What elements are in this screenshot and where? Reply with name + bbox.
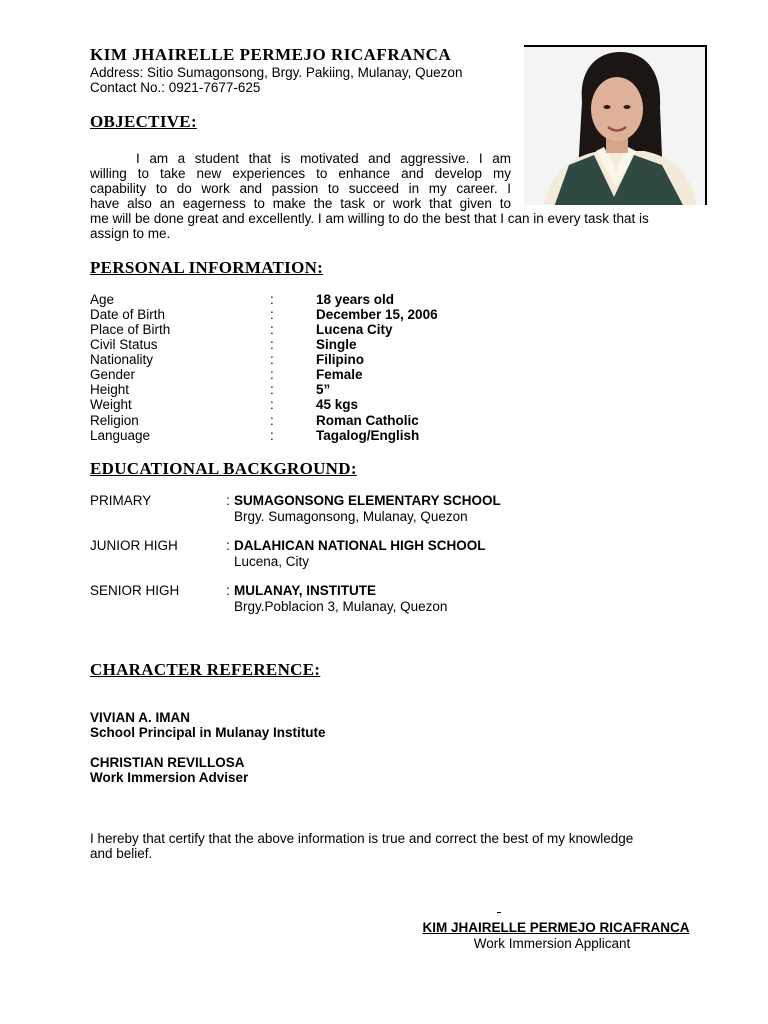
info-row-gender: [90, 367, 590, 382]
info-row-date-of-birth: [90, 307, 590, 322]
info-colon: :: [270, 428, 274, 443]
info-label: Date of Birth: [90, 307, 166, 322]
school-name: SUMAGONSONG ELEMENTARY SCHOOL: [234, 493, 501, 508]
signature-mark: [497, 912, 501, 913]
contact-line: Contact No.: 0921-7677-625: [90, 80, 261, 95]
info-row-weight: [90, 397, 590, 412]
info-colon: :: [270, 322, 274, 337]
objective-paragraph: [90, 151, 716, 241]
info-colon: :: [270, 307, 274, 322]
education-colon: :: [226, 538, 230, 553]
info-row-nationality: [90, 352, 590, 367]
school-address: Brgy.Poblacion 3, Mulanay, Quezon: [234, 599, 448, 614]
info-label: Place of Birth: [90, 322, 171, 337]
info-colon: :: [270, 413, 274, 428]
character-reference-heading: CHARACTER REFERENCE:: [90, 660, 321, 679]
education-level: PRIMARY: [90, 493, 152, 508]
info-colon: :: [270, 337, 274, 352]
certification-statement: [90, 831, 716, 861]
info-row-age: [90, 292, 590, 307]
info-value: Roman Catholic: [316, 413, 419, 428]
objective-line: capability to do work and passion to succeed in my career. I: [90, 181, 511, 196]
info-label: Weight: [90, 397, 132, 412]
objective-line: have also an eagerness to make the task or work that given to: [90, 196, 511, 211]
info-row-language: [90, 428, 590, 443]
info-value: Single: [316, 337, 357, 352]
info-row-civil-status: [90, 337, 590, 352]
education-colon: :: [226, 583, 230, 598]
info-value: December 15, 2006: [316, 307, 438, 322]
school-name: MULANAY, INSTITUTE: [234, 583, 377, 598]
info-value: Tagalog/English: [316, 428, 420, 443]
reference-name: CHRISTIAN REVILLOSA: [90, 755, 245, 770]
info-label: Gender: [90, 367, 136, 382]
school-address: Brgy. Sumagonsong, Mulanay, Quezon: [234, 509, 468, 524]
info-value: 5”: [316, 382, 331, 397]
info-colon: :: [270, 367, 274, 382]
signature-role: Work Immersion Applicant: [473, 936, 631, 951]
reference-name: VIVIAN A. IMAN: [90, 710, 191, 725]
school-address: Lucena, City: [234, 554, 310, 569]
personal-info-heading: PERSONAL INFORMATION:: [90, 258, 324, 277]
reference-title: School Principal in Mulanay Institute: [90, 725, 326, 740]
education-level: JUNIOR HIGH: [90, 538, 178, 553]
certification-line: I hereby that certify that the above information is true and correct the best of my knowledge: [90, 831, 634, 846]
info-colon: :: [270, 397, 274, 412]
objective-line: me will be done great and excellently. I am willing to do the best that I can in every task that is: [90, 211, 649, 226]
info-colon: :: [270, 382, 274, 397]
info-label: Nationality: [90, 352, 154, 367]
info-label: Language: [90, 428, 151, 443]
school-name: DALAHICAN NATIONAL HIGH SCHOOL: [234, 538, 486, 553]
education-colon: :: [226, 493, 230, 508]
education-level: SENIOR HIGH: [90, 583, 180, 598]
info-label: Age: [90, 292, 115, 307]
applicant-name: KIM JHAIRELLE PERMEJO RICAFRANCA: [90, 45, 452, 64]
info-label: Religion: [90, 413, 139, 428]
info-colon: :: [270, 352, 274, 367]
reference-title: Work Immersion Adviser: [90, 770, 249, 785]
info-colon: :: [270, 292, 274, 307]
info-row-height: [90, 382, 590, 397]
signature-name: KIM JHAIRELLE PERMEJO RICAFRANCA: [422, 920, 690, 935]
objective-line: I am a student that is motivated and aggressive. I am: [136, 151, 511, 166]
objective-line: assign to me.: [90, 226, 171, 241]
info-row-religion: [90, 413, 590, 428]
certification-line: and belief.: [90, 846, 153, 861]
info-value: 45 kgs: [316, 397, 359, 412]
info-value: Filipino: [316, 352, 364, 367]
info-label: Height: [90, 382, 130, 397]
objective-heading: OBJECTIVE:: [90, 112, 197, 131]
info-value: Female: [316, 367, 363, 382]
education-heading: EDUCATIONAL BACKGROUND:: [90, 459, 357, 478]
info-value: Lucena City: [316, 322, 393, 337]
objective-line: willing to take new experiences to enhance and develop my: [90, 166, 511, 181]
info-value: 18 years old: [316, 292, 395, 307]
info-row-place-of-birth: [90, 322, 590, 337]
address-line: Address: Sitio Sumagonsong, Brgy. Pakiing, Mulanay, Quezon: [90, 65, 463, 80]
info-label: Civil Status: [90, 337, 158, 352]
